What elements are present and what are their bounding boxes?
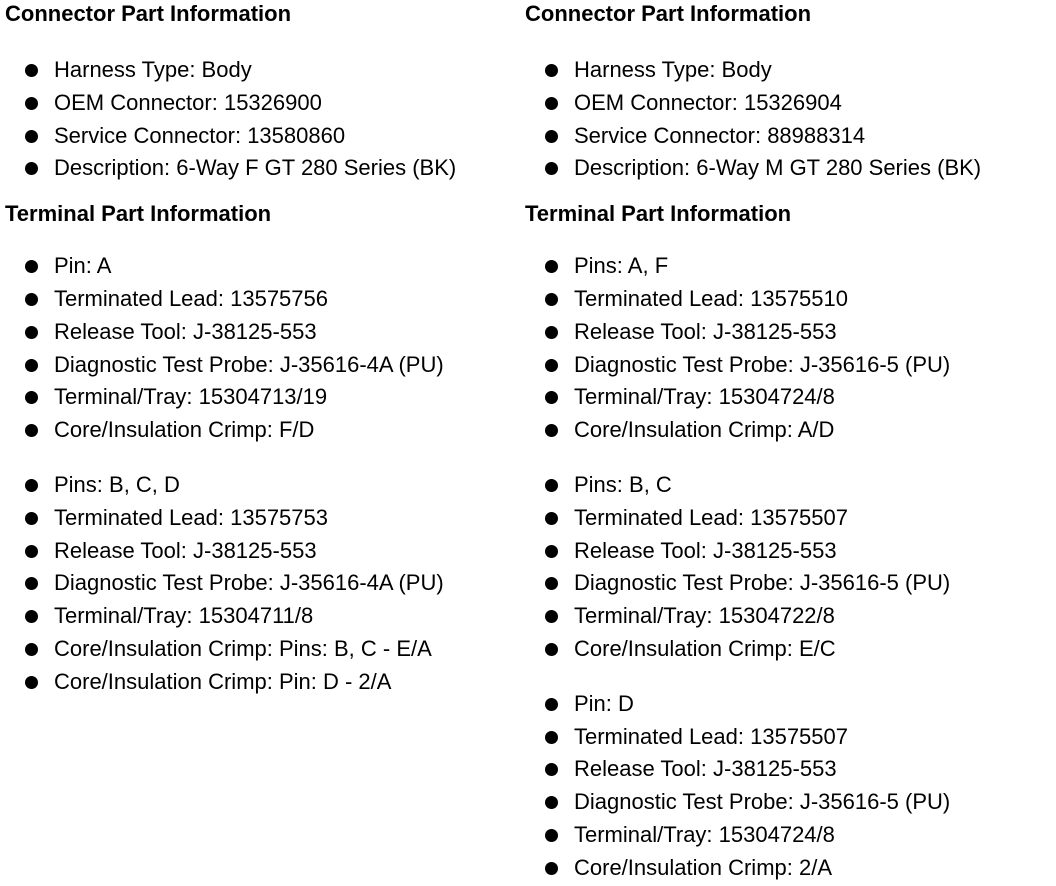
list-item [5,502,517,535]
list-item-text: Release Tool: J-38125-553 [574,537,837,563]
bullet-icon [545,862,558,875]
bullet-icon [545,829,558,842]
list-item-text: Service Connector: 13580860 [54,122,346,148]
bullet-icon [545,479,558,492]
terminal-part-info-heading: Terminal Part Information [5,201,272,227]
list-item-text: Harness Type: Body [54,57,252,82]
bullet-icon [25,260,38,273]
list-item-text: Terminated Lead: 13575510 [574,285,848,311]
list-item [525,633,1053,666]
bullet-icon [25,391,38,404]
bullet-icon [545,162,558,175]
list-item-text: Core/Insulation Crimp: F/D [54,417,315,443]
bullet-icon [545,610,558,623]
list-item [525,87,1053,120]
list-item [525,535,1053,568]
list-item [5,87,517,120]
bullet-icon [25,64,38,77]
list-item [525,721,1053,754]
terminal-group-list [5,469,517,699]
bullet-icon [545,359,558,372]
list-item-text: Service Connector: 88988314 [574,122,866,148]
list-item-text: Core/Insulation Crimp: Pin: D - 2/A [54,668,392,694]
list-item [525,567,1053,600]
bullet-icon [25,479,38,492]
list-item [525,349,1053,382]
list-item-text: OEM Connector: 15326900 [54,89,322,115]
list-item [5,469,517,502]
left-column [5,0,517,699]
list-item-text: Terminal/Tray: 15304722/8 [574,603,835,629]
list-item-text: Release Tool: J-38125-553 [574,756,837,782]
list-item-text: Description: 6-Way F GT 280 Series (BK) [54,155,457,181]
connector-part-info-heading: Connector Part Information [5,1,292,26]
list-item-text: OEM Connector: 15326904 [574,89,842,115]
terminal-group-list [525,250,1053,447]
list-item [5,633,517,666]
list-item [5,567,517,600]
list-item [5,283,517,316]
bullet-icon [545,796,558,809]
list-item [5,381,517,414]
bullet-icon [545,97,558,110]
bullet-icon [545,64,558,77]
bullet-icon [545,326,558,339]
bullet-icon [25,610,38,623]
list-item-text: Description: 6-Way M GT 280 Series (BK) [574,155,982,181]
terminal-group-list [525,469,1053,666]
list-item [525,381,1053,414]
terminal-part-info-heading: Terminal Part Information [525,201,792,227]
list-item [525,250,1053,283]
list-item [5,152,517,185]
connector-part-info-heading: Connector Part Information [525,1,812,26]
bullet-icon [545,260,558,273]
list-item-text: Terminal/Tray: 15304724/8 [574,384,835,410]
bullet-icon [25,359,38,372]
list-item [525,414,1053,447]
list-item-text: Pins: B, C, D [54,471,180,497]
bullet-icon [545,577,558,590]
terminal-group-list [5,250,517,447]
list-item-text: Pin: A [54,253,112,279]
list-item-text: Terminal/Tray: 15304711/8 [54,603,314,629]
list-item-text: Harness Type: Body [574,57,772,82]
bullet-icon [545,731,558,744]
bullet-icon [25,643,38,656]
bullet-icon [25,545,38,558]
terminal-group-list [525,688,1053,885]
list-item [5,666,517,699]
list-item [525,786,1053,819]
list-item [5,120,517,153]
bullet-icon [25,326,38,339]
connector-info-list [525,54,1053,185]
list-item [525,753,1053,786]
list-item-text: Release Tool: J-38125-553 [54,537,317,563]
list-item-text: Diagnostic Test Probe: J-35616-5 (PU) [574,351,951,377]
list-item-text: Pins: B, C [574,471,672,497]
list-item-text: Terminated Lead: 13575756 [54,285,328,311]
list-item-text: Diagnostic Test Probe: J-35616-4A (PU) [54,570,444,596]
list-item [525,316,1053,349]
bullet-icon [25,97,38,110]
bullet-icon [545,643,558,656]
list-item [525,688,1053,721]
list-item [5,316,517,349]
list-item [525,469,1053,502]
list-item-text: Core/Insulation Crimp: Pins: B, C - E/A [54,635,432,661]
list-item [525,819,1053,852]
bullet-icon [25,424,38,437]
list-item [5,414,517,447]
list-item-text: Terminated Lead: 13575753 [54,504,328,530]
list-item [525,120,1053,153]
bullet-icon [25,577,38,590]
list-item-text: Release Tool: J-38125-553 [54,318,317,344]
bullet-icon [25,130,38,143]
list-item-text: Release Tool: J-38125-553 [574,318,837,344]
list-item [5,600,517,633]
list-item-text: Core/Insulation Crimp: 2/A [574,854,832,880]
list-item-text: Pin: D [574,690,634,716]
list-item [5,349,517,382]
right-column [525,0,1053,885]
list-item-text: Terminated Lead: 13575507 [574,504,848,530]
list-item [525,152,1053,185]
list-item [525,502,1053,535]
bullet-icon [545,424,558,437]
bullet-icon [545,698,558,711]
list-item-text: Terminated Lead: 13575507 [574,723,848,749]
list-item-text: Terminal/Tray: 15304713/19 [54,384,328,410]
list-item-text: Diagnostic Test Probe: J-35616-5 (PU) [574,570,951,596]
bullet-icon [25,676,38,689]
list-item-text: Core/Insulation Crimp: A/D [574,417,835,443]
bullet-icon [25,293,38,306]
bullet-icon [25,512,38,525]
list-item [525,852,1053,885]
list-item [525,54,1053,87]
list-item [5,54,517,87]
bullet-icon [545,130,558,143]
list-item [5,250,517,283]
bullet-icon [545,293,558,306]
list-item-text: Pins: A, F [574,253,669,279]
list-item-text: Diagnostic Test Probe: J-35616-4A (PU) [54,351,444,377]
connector-info-list [5,54,517,185]
bullet-icon [545,391,558,404]
list-item [525,600,1053,633]
list-item [5,535,517,568]
bullet-icon [545,512,558,525]
bullet-icon [545,545,558,558]
list-item [525,283,1053,316]
list-item-text: Diagnostic Test Probe: J-35616-5 (PU) [574,789,951,815]
bullet-icon [545,763,558,776]
list-item-text: Terminal/Tray: 15304724/8 [574,821,835,847]
list-item-text: Core/Insulation Crimp: E/C [574,635,836,661]
bullet-icon [25,162,38,175]
